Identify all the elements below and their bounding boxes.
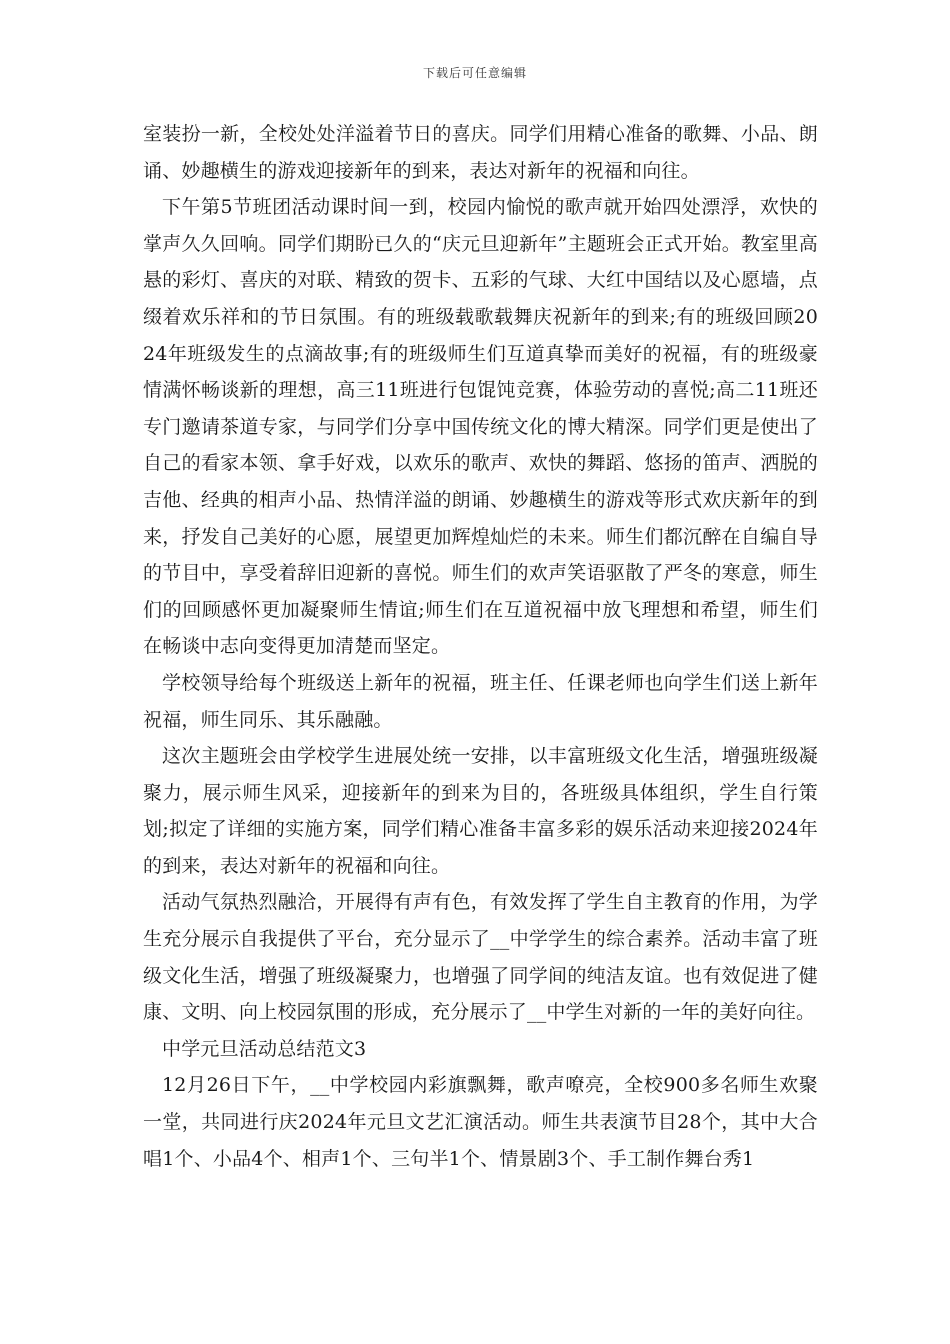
document-body — [143, 116, 818, 1177]
paragraph-performance: 12月26日下午，__中学校园内彩旗飘舞，歌声嘹亮，全校900多名师生欢聚一堂，共同进行庆2024年元旦文艺汇演活动。师生共表演节目28个，其中大合唱1个、小品4个、相声1个、三句半1个、情景剧3个、手工制作舞台秀1 — [143, 1074, 818, 1170]
section-heading: 中学元旦活动总结范文3 — [162, 1037, 367, 1060]
page-header: 下载后可任意编辑 — [422, 66, 527, 80]
paragraph-continuation: 室装扮一新，全校处处洋溢着节日的喜庆。同学们用精心准备的歌舞、小品、朗诵、妙趣横生的游戏迎接新年的到来，表达对新年的祝福和向往。 — [143, 123, 818, 182]
paragraph-arrangement: 这次主题班会由学校学生进展处统一安排，以丰富班级文化生活，增强班级凝聚力，展示师生风采，迎接新年的到来为目的，各班级具体组织，学生自行策划;拟定了详细的实施方案，同学们精心准备丰富多彩的娱乐活动来迎接2024年的到来，表达对新年的祝福和向往。 — [143, 745, 818, 877]
paragraph-class-activity: 下午第5节班团活动课时间一到，校园内愉悦的歌声就开始四处漂浮，欢快的掌声久久回响。同学们期盼已久的“庆元旦迎新年”主题班会正式开始。教室里高悬的彩灯、喜庆的对联、精致的贺卡、五彩的气球、大红中国结以及心愿墙，点缀着欢乐祥和的节日氛围。有的班级载歌载舞庆祝新年的到来;有的班级回顾2024年班级发生的点滴故事;有的班级师生们互道真挚而美好的祝福，有的班级豪情满怀畅谈新的理想，高三11班进行包馄饨竞赛，体验劳动的喜悦;高二11班还专门邀请茶道专家，与同学们分享中国传统文化的博大精深。同学们更是使出了自己的看家本领、拿手好戏，以欢乐的歌声、欢快的舞蹈、悠扬的笛声、洒脱的吉他、经典的相声小品、热情洋溢的朗诵、妙趣横生的游戏等形式欢庆新年的到来，抒发自己美好的心愿，展望更加辉煌灿烂的未来。师生们都沉醉在自编自导的节目中，享受着辞旧迎新的喜悦。师生们的欢声笑语驱散了严冬的寒意，师生们的回顾感怀更加凝聚师生情谊;师生们在互道祝福中放飞理想和希望，师生们在畅谈中志向变得更加清楚而坚定。 — [143, 196, 818, 658]
paragraph-atmosphere: 活动气氛热烈融洽，开展得有声有色，有效发挥了学生自主教育的作用，为学生充分展示自我提供了平台，充分显示了__中学学生的综合素养。活动丰富了班级文化生活，增强了班级凝聚力，也增强了同学间的纯洁友谊。也有效促进了健康、文明、向上校园氛围的形成，充分展示了__中学生对新的一年的美好向往。 — [143, 891, 818, 1024]
paragraph-leader-wishes: 学校领导给每个班级送上新年的祝福，班主任、任课老师也向学生们送上新年祝福，师生同乐、其乐融融。 — [143, 671, 818, 731]
